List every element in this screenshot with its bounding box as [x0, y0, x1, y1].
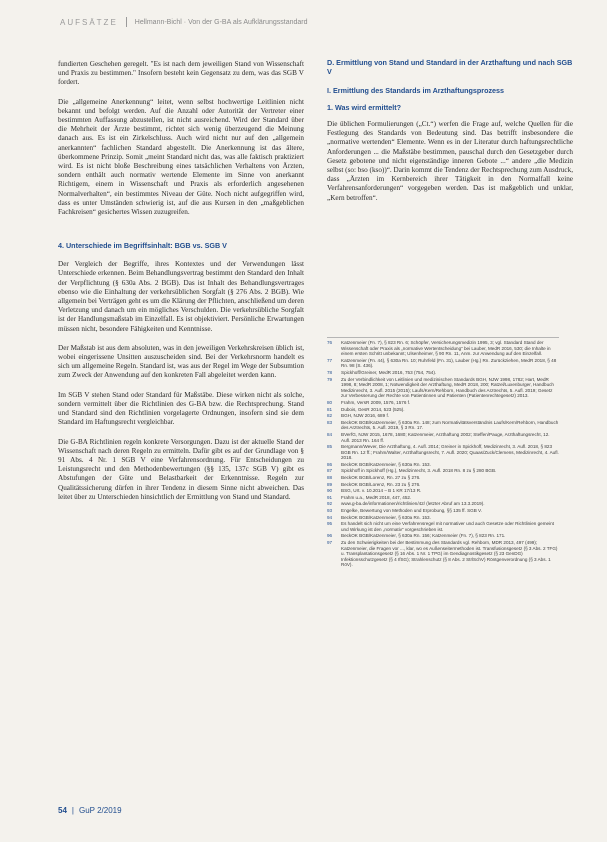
left-column — [58, 60, 304, 512]
footnote-text: Frahm, VersR 2009, 1576, 1576 f. — [341, 399, 411, 405]
footnote-number: 76 — [327, 340, 333, 345]
section-heading: 4. Unterschiede im Begriffsinhalt: BGB vs. SGB V — [58, 241, 227, 251]
footnote — [327, 508, 559, 514]
footnote — [327, 413, 559, 419]
footnote-number: 79 — [327, 376, 333, 382]
footnote-number: 86 — [327, 461, 333, 467]
footnote — [327, 420, 559, 431]
footnote-text: BeckOK BGB/Katzenmeier, § 630a Rn. 153. — [341, 514, 431, 520]
footnote-text: BeckOK BGB/Lorenz, Rn. 23 zu § 276. — [341, 481, 421, 487]
footnote-number: 92 — [327, 501, 333, 507]
footnotes — [327, 340, 559, 569]
paragraph: Die „allgemeine Anerkennung“ leitet, wenn selbst hochwertige Leitlinien nicht bekannt und befolgt werden. Auf die Anzahl oder Autorität der Vertreter einer bestimmten Auffassung abzustellen, ist nicht ausreichend. Wird der Standard über die Mehrheit der Ärzte bestimmt, richtet sich wenig überzeugend die Meinung danach aus. Es ist ein Zirkelschluss. Auch wird nicht nur auf den „allgemein anerkannten“ fachlichen Standard abgestellt. Die Anerkennung ist das ältere, überkommene Prinzip. Somit „meint Standard nicht das, was alle faktisch praktiziert wird. Es ist nicht bloße Beschreibung eines tatsächlichen Verhaltens von Ärzten, sondern enthält auch normativ wertende Elemente im Sinne von anerkannt Richtigem, einem in Wissenschaft und Praxis als erforderlich angesehenen Normalverhalten“, ein bestimmtes Niveau der Güte. Noch nicht aufgegriffen wird, dass es unter Umständen schwierig ist, auf die aus Kursen in den „maßgeblichen Fachkreisen“ gesichertes Wissen zuzugreifen. — [58, 97, 304, 217]
footnote — [327, 521, 559, 532]
footnote-text: Es handelt sich nicht um eine Verfahrensregel mit normativer und auch Gesetze oder Richtlinien gemeint und Wirkung ist den „normativ“ vorgeschrieben ist. — [341, 521, 554, 532]
footnote-text: Engelke, Bewertung von Methoden und Erprobung, §§ 135 ff. SGB V. — [341, 508, 482, 514]
footnote-number: 97 — [327, 540, 333, 545]
footnote-number: 93 — [327, 508, 333, 514]
footnote — [327, 495, 559, 501]
paragraph: Der Vergleich der Begriffe, ihres Kontextes und der Verwendungen lässt Unterschiede erkennen. Beim Behandlungsvertrag bestimmt den Standard den Inhalt der Verpflichtung (§ 630a Abs. 2 BGB). Das ist Inhalt des Behandlungsvertrages ebenso wie die Einhaltung der verkehrsüblichen Sorgfalt (§ 276 Abs. 2 BGB). Wie allgemein bei Verträgen geht es um die Klärung der Pflichten, anschließend um deren Verletzung und danach um ein mögliches Verschulden. Die verkehrsübliche Sorgfalt ist der Handlungsmaßstab im Einzelfall. Es ist objektiviert. Persönliche Erwartungen müssen nicht, besondere Fähigkeiten und Kenntnisse. — [58, 260, 304, 333]
footnote — [327, 501, 559, 507]
journal-issue: GuP 2/2019 — [78, 806, 122, 815]
footnote-number: 94 — [327, 514, 333, 520]
subsection-heading: 1. Was wird ermittelt? — [327, 103, 402, 112]
paragraph: Im SGB V stehen Stand oder Standard für Maßstäbe. Diese wirken nicht als solche, sondern vermittelt über die Richtlinien des G-BA bzw. die Rechtsprechung. Stand und Standard sind den Richtlinien vorgelagerte Ordnungen, insofern sind sie dem Standard im Haftungsrecht vergleichbar. — [58, 390, 304, 427]
footnote-number: 95 — [327, 521, 333, 527]
footnote-number: 96 — [327, 533, 333, 539]
header-divider — [126, 17, 127, 27]
footer-divider: | — [71, 806, 74, 815]
footnote — [327, 432, 559, 443]
footnote-number: 78 — [327, 369, 333, 375]
footnote-text: BSG, Urt. v. 10.2014 – B 1 KR 17/13 R. — [341, 488, 422, 494]
footnote — [327, 482, 559, 488]
footnote-text: Spickhoff in Spickhoff (Hg.), Medizinrecht, 3. Aufl. 2018 Rn. 8 zu § 280 BGB. — [341, 468, 497, 474]
footnote-number: 90 — [327, 488, 333, 494]
footnote — [327, 533, 559, 539]
footnote — [327, 444, 559, 461]
footnote — [327, 475, 559, 481]
paragraph: Die üblichen Formulierungen („Ct.“) werfen die Frage auf, welche Quellen für die Festlegung des Standards von Bedeutung sind. Das betrifft insbesondere die „normative wertenden“ Elemente. Wenn es in der Literatur durch haftungsrechtliche Anforderungen ... die Maßstäbe bestimmen, pauschal durch den Gesetzgeber durch Gesetz gebotene und nicht eigenständige inneren Gebote ...“ andere „die Medizin selbst (so: bso (kso))“. Darin kommt die Tendenz der Rechtsprechung zum Ausdruck, dass „Ärzten im Kernbereich ihrer Tätigkeit in den Normalfall keine Verfahrensanforderungen“ vorgegeben werden. Das ist maßgeblich und unklar, „Kern betroffen“. — [327, 120, 573, 202]
running-header — [60, 14, 560, 30]
footnote-text: BeckOK BGB/Katzenmeier, § 630a Rn. 153. — [341, 461, 431, 467]
footnote-number: 88 — [327, 475, 333, 481]
footnote-number: 80 — [327, 399, 333, 405]
right-column — [327, 58, 573, 213]
footnote-number: 83 — [327, 419, 333, 425]
section-label: AUFSÄTZE — [60, 17, 118, 27]
footnote-divider — [327, 337, 559, 338]
page-number: 54 — [58, 806, 67, 815]
footnote-text: BeckOK BGB/Katzenmeier, § 630a Rn. 156; Katzenmeier (Fn. 7), § 823 Rn. 171. — [341, 533, 506, 539]
footnote — [327, 468, 559, 474]
paragraph: Der Maßstab ist aus dem absoluten, was in den jeweiligen Verkehrskreisen üblich ist, wobei eingerissene Unsitten auszuscheiden sind. Bei der Verkehrsnorm handelt es sich um allgemeine Regeln. Standard ist, was aus der Regel im Wege der Subsumtion zum Zweck der Anwendung auf den konkreten Fall abgeleitet werden kann. — [58, 343, 304, 380]
footnote — [327, 515, 559, 521]
paragraph: Die G-BA Richtlinien regeln konkrete Versorgungen. Dazu ist der aktuelle Stand der Wissenschaft nach deren Regeln zu ermitteln. Dafür gibt es auf der Grundlage von § 91 Abs. 4 Nr. 1 SGB V eine Verfahrensordnung. Für Entscheidungen zu Leistungsrecht und den Methodenbewertungen (§§ 135, 137c SGB V) gibt es Abstufungen der Güte und Belastbarkeit der Erkenntnisse. Regeln zur Qualitätssicherung dürfen in ihrer Tendenz in diesem Sinne nicht abweichen. Das leitet über zu Unterschieden hinsichtlich der Ermittlung von Stand und Standard. — [58, 437, 304, 501]
footnote — [327, 370, 559, 376]
footnote-text: Dubois, GesR 2014, 523 (525). — [341, 406, 405, 412]
footnote-text: Bergmann/Wever, Die Arzthaftung, 4. Aufl. 2014; Greiner in Spickhoff, Medizinrecht, 3. Aufl. 2018, § 823 BGB Rn. 12 ff.; Frahm/Walter, Arzthaftungsrecht, 7. Aufl. 2020; Quaas/Zuck/Clemens, Medizinrecht, 4. Aufl. 2018. — [341, 444, 559, 461]
footnote-number: 89 — [327, 481, 333, 487]
footnote-text: BeckOK BGB/Lorenz, Rn. 27 zu § 276. — [341, 475, 421, 481]
footnote-number: 81 — [327, 406, 333, 412]
footnote — [327, 340, 559, 357]
chapter-heading: D. Ermittlung von Stand und Standard in der Arzthaftung und nach SGB V — [327, 58, 573, 76]
running-title: Hellmann-Bichl · Von der G-BA als Aufklärungsstandard — [134, 18, 308, 26]
footnote-text: BVerfG, NJW 2015, 1678, 1680; Katzenmeier, Arzthaftung 2002; Steffen/Pauge, Arzthaftungsrecht, 12. Aufl. 2013 Rn. 164 ff. — [341, 431, 550, 443]
footnote-text: BGH, NJW 2016, 689 f. — [341, 413, 389, 419]
page-footer — [58, 806, 122, 815]
footnote-text: Frahm u.a., MedR 2018, 447, 452. — [341, 494, 412, 500]
footnote-text: www.g-ba.de/informationen/richtlinien/42/ (letzter Abruf am 13.3.2019). — [341, 501, 485, 507]
footnote-text: BeckOK BGB/Katzenmeier, § 630a Rn. 148; zum Normativitätsverständnis Laufs/Kern/Rehborn, Handbuch des Arztrechts, 5. Aufl. 2019, § 3 Rn. 17. — [341, 419, 559, 431]
footnote — [327, 358, 559, 369]
footnote-number: 91 — [327, 494, 333, 500]
footnote-text: Spickhoff/Greiner, MedR 2016, 753 (754, 754). — [341, 369, 437, 375]
footnote — [327, 407, 559, 413]
section-heading: I. Ermittlung des Standards im Arzthaftungsprozess — [327, 86, 505, 95]
footnote — [327, 540, 559, 568]
footnote — [327, 488, 559, 494]
footnote — [327, 377, 559, 399]
footnote-text: Katzenmeier (Fn. 44), § 630a Rn. 10; Ruhrfeld (Fn. 31), Lauber (Hg.) Rn. Zurückziehen, MedR 2018, § 48 Rn. 98 (S. 436). — [341, 357, 557, 369]
footnote-number: 82 — [327, 413, 333, 419]
footnote-number: 85 — [327, 444, 333, 450]
footnote-number: 77 — [327, 357, 333, 363]
footnote-number: 87 — [327, 468, 333, 474]
footnote — [327, 462, 559, 468]
footnote-number: 84 — [327, 431, 333, 437]
footnote-text: Zu der Verbindlichkeit von Leitlinien und medizinischen Standards BGH, NJW 1998, 1782; Hart, MedR 1998, 8; MedR 2008, 1; Notwendigkeit der Arzthaftung, MedR 2018, 200; Ratzel/Luxenburger, Handbuch Medizinrecht, 3. Aufl. 2015 (2015); Laufs/Kern/Rehborn, Handbuch des Arztrechts, 5. Aufl. 2019; Gesetz zur Verbesserung der Rechte von Patientinnen und Patienten (Patientenrechtegesetz) 2013. — [341, 376, 554, 399]
footnote-text: Zu den Schwierigkeiten bei der Bestimmung des Standards vgl. Rehborn, MDR 2013, 497 (499); Katzenmeier, die Fragen vor ..., klar, wo es Außenseitermethoden ist. Transfusionsgesetz (§ 3 Abs. 2 TFG) u. Transplantationsgesetz (§ 16 Abs. 1 Nr. 1 TPG) im Gendiagnostikgesetz (§ 23 GenDG) Infektionsschutzgesetz (§ 4 IfSG); Strahlenschutz (§ 8 Abs. 2 StrlSchV) Röntgenverordnung (§ 3 Abs. 1 RöV). — [341, 540, 558, 568]
footnote-text: Katzenmeier (Fn. 7), § 823 Rn. 6; Schöpfer, Versicherungsmedizin 1995, 3; vgl. Standard Stand der Wissenschaft oder Praxis als „normative Wertentscheidung“ bei Lauber, MedR 2016, 530; die Inhalte in einem ersten Schritt unbekannt; Ulsenheimer, § 90 Rn. 11, Anm. zur Anwendung auf den Einzelfall. — [341, 340, 551, 357]
paragraph: fundierten Geschehen geregelt. "Es ist nach dem jeweiligen Stand von Wissenschaft und Praxis zu bestimmen." Insofern besteht kein Gegensatz zu dem, was das SGB V fordert. — [58, 60, 304, 87]
footnote — [327, 400, 559, 406]
